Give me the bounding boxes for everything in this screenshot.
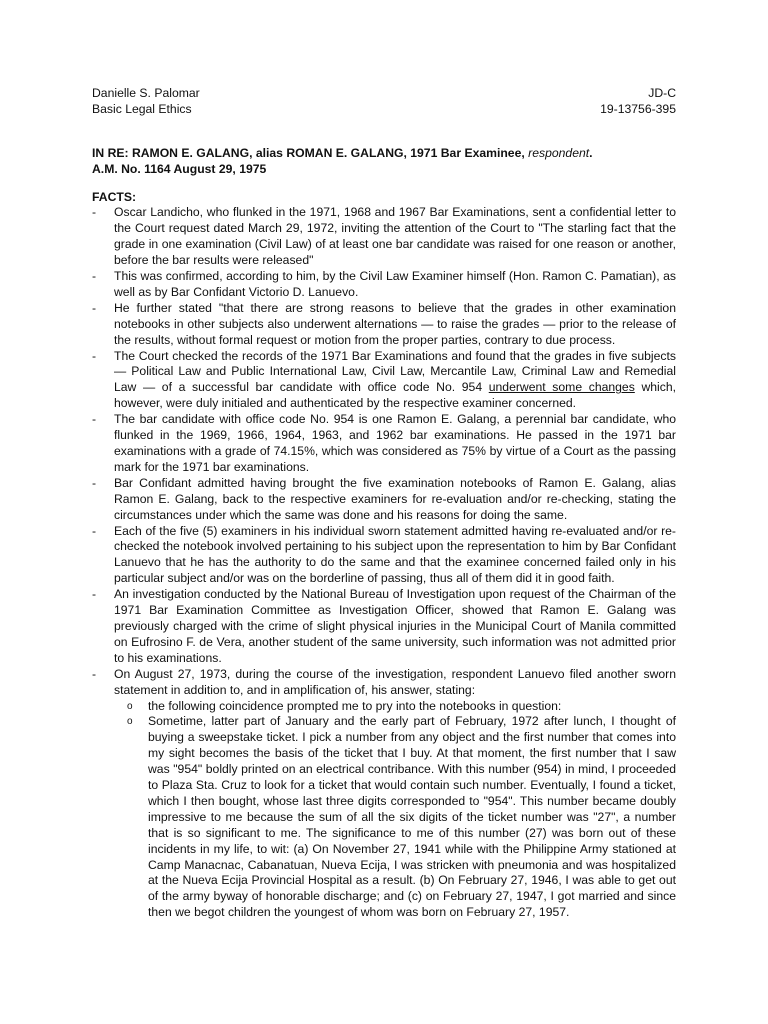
sub-item-text: Sometime, latter part of January and the early part of February, 1972 after lunch, I thought of buying a sweepstake ticket. I pick a number from any object and the first number that comes into my sight becomes the basis of the ticket that I buy. At that moment, the first number that I saw was "954" boldly printed on an electrical contribance. With this number (954) in mind, I proceeded to Plaza Sta. Cruz to look for a ticket that would contain such number. Eventually, I found a ticket, which I then bought, whose last three digits corresponded to "954". This number became doubly impressive to me because the sum of all the six digits of the ticket number was "27", a number that is so significant to me. The significance to me of this number (27) was born out of these incidents in my life, to wit: (a) On November 27, 1941 while with the Philippine Army stationed at Camp Manacnac, Cabanatuan, Nueva Ecija, I was stricken with pneumonia and was hospitalized at the Nueva Ecija Provincial Hospital as a result. (b) On February 27, 1946, I was able to get out of the army byway of honorable discharge; and (c) on February 27, 1947, I got married and since then we begot children the youngest of whom was born on February 27, 1957. (148, 714, 676, 920)
dash-bullet: - (92, 412, 97, 427)
header-row-2 (92, 102, 676, 118)
facts-heading: FACTS: (92, 189, 137, 204)
fact-item (92, 269, 676, 301)
fact-item (92, 587, 676, 667)
spacer (92, 178, 676, 190)
fact-text-part: which, however, were duly initialed and authenticated by the respective examiner concerned. (114, 380, 676, 411)
underlined-phrase: underwent some changes (488, 380, 635, 395)
dash-bullet: - (92, 300, 97, 315)
header-row-1 (92, 86, 676, 102)
fact-text (114, 349, 676, 411)
fact-item (92, 349, 676, 413)
fact-item (92, 667, 676, 922)
fact-text: Oscar Landicho, who flunked in the 1971, 1968 and 1967 Bar Examinations, sent a confidential letter to the Court request dated March 29, 1972, inviting the attention of the Court to "The starling fact that the grade in one examination (Civil Law) of at least one bar candidate was raised for one reason or another, before the bar results were released" (114, 205, 676, 268)
case-title-end: . (589, 145, 593, 160)
dash-bullet: - (92, 523, 97, 538)
dash-bullet: - (92, 269, 97, 284)
case-title (92, 146, 676, 162)
fact-text: He further stated "that there are strong reasons to believe that the grades in other examination notebooks in other subjects also underwent alternations — to raise the grades — prior to the release of the results, without formal request or motion from the proper parties, contrary to due process. (114, 300, 676, 347)
document-page (92, 86, 676, 921)
fact-text: Each of the five (5) examiners in his individual sworn statement admitted having re-evaluated and/or re-checked the notebook involved pertaining to his subject upon the representation to him by Bar Confidant Lanuevo that he has the authority to do the same and that the examinee concerned failed only in his particular subject and/or was on the borderline of passing, thus all of them did it in good faith. (114, 523, 676, 586)
author-name: Danielle S. Palomar (92, 86, 200, 100)
circle-bullet: o (127, 700, 133, 712)
spacer (92, 118, 676, 134)
case-title-separator: , (521, 145, 529, 160)
fact-item (92, 205, 676, 269)
facts-list (92, 205, 676, 921)
dash-bullet: - (92, 348, 97, 363)
sub-item-text: the following coincidence prompted me to pry into the notebooks in question: (148, 698, 562, 713)
fact-item (92, 476, 676, 524)
fact-text: An investigation conducted by the National Bureau of Investigation upon request of the Chairman of the 1971 Bar Examination Committee as Investigation Officer, showed that Ramon E. Galang was previously charged with the crime of slight physical injuries in the Municipal Court of Manila committed on Eufrosino F. de Vera, another student of the same university, such information was not admitted prior to his examinations. (114, 587, 676, 665)
fact-text: Bar Confidant admitted having brought the five examination notebooks of Ramon E. Galang, alias Ramon E. Galang, back to the respective examiners for re-evaluation and/or re-checking, stating the circumstances under which the same was done and his reasons for doing the same. (114, 475, 676, 522)
case-title-role: respondent (528, 145, 590, 160)
fact-text: The bar candidate with office code No. 954 is one Ramon E. Galang, a perennial bar candidate, who flunked in the 1969, 1966, 1964, 1963, and 1962 bar examinations. He passed in the 1971 bar examinations with a grade of 74.15%, which was considered as 75% by virtue of a Court as the passing mark for the 1971 bar examinations. (114, 412, 676, 474)
circle-bullet: o (127, 716, 133, 728)
dash-bullet: - (92, 587, 97, 602)
fact-item (92, 524, 676, 588)
sub-item (114, 699, 676, 715)
case-title-main: IN RE: RAMON E. GALANG, alias ROMAN E. GALANG, 1971 Bar Examinee (92, 145, 522, 160)
sub-list (114, 699, 676, 922)
student-number: 19-13756-395 (600, 101, 676, 116)
case-citation: A.M. No. 1164 August 29, 1975 (92, 161, 267, 176)
fact-item (92, 301, 676, 349)
dash-bullet: - (92, 666, 97, 681)
dash-bullet: - (92, 205, 97, 220)
fact-text-part: The Court checked the records of the 1971 Bar Examinations and found that the grades in five subjects — Political Law and Public International Law, Civil Law, Mercantile Law, Criminal Law and Remedial Law — of a successful bar candidate with office code No. 954 (114, 348, 676, 395)
dash-bullet: - (92, 475, 97, 490)
fact-text: This was confirmed, according to him, by the Civil Law Examiner himself (Hon. Ramon C. Pamatian), as well as by Bar Confidant Victorio D. Lanuevo. (114, 269, 676, 299)
spacer (92, 134, 676, 146)
sub-item (114, 714, 676, 921)
fact-text: On August 27, 1973, during the course of the investigation, respondent Lanuevo filed another sworn statement in addition to, and in amplification of, his answer, stating: (114, 666, 676, 697)
section-code: JD-C (648, 86, 676, 100)
course-name: Basic Legal Ethics (92, 101, 192, 116)
fact-item (92, 412, 676, 476)
